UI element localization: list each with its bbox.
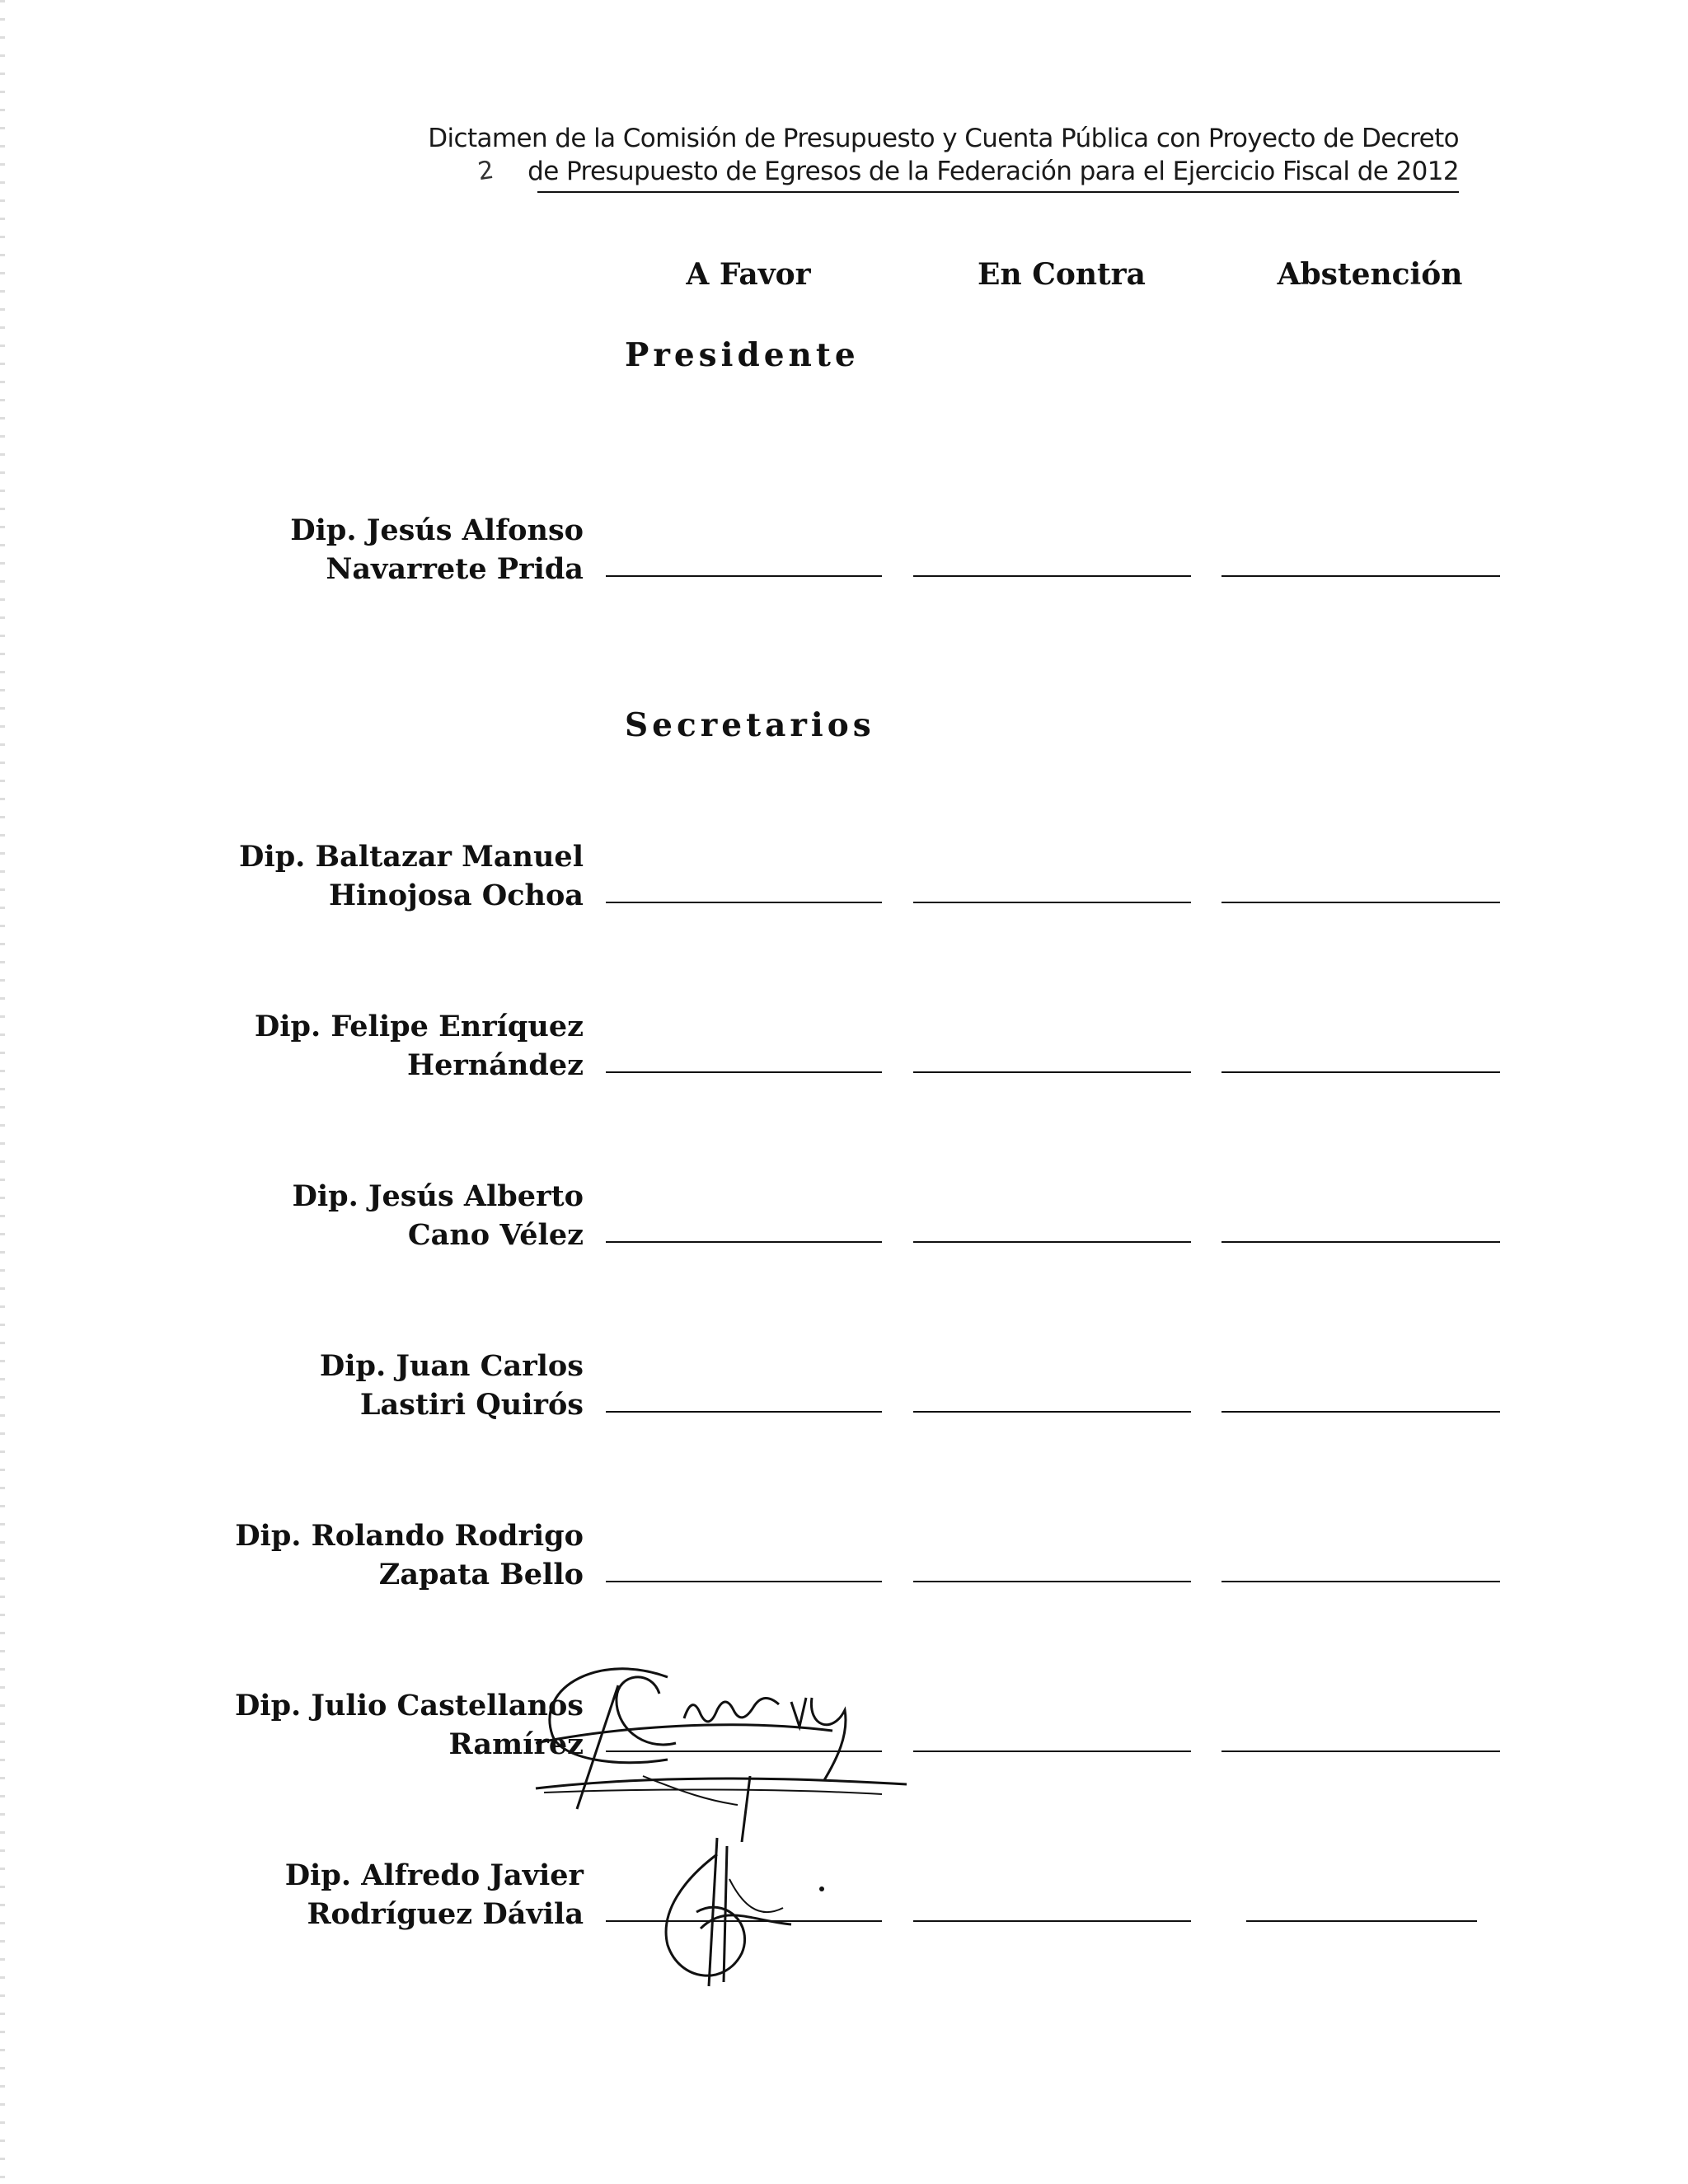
vote-line-favor[interactable]: [606, 575, 882, 577]
vote-line-abstencion[interactable]: [1221, 1411, 1500, 1413]
member-row-zapata-bello: [0, 1516, 584, 1615]
document-header-line-2: de Presupuesto de Egresos de la Federación para el Ejercicio Fiscal de 2012: [528, 157, 1459, 186]
vote-line-abstencion[interactable]: [1221, 1071, 1500, 1073]
member-row-navarrete-prida: [0, 511, 584, 610]
vote-line-contra[interactable]: [913, 902, 1191, 903]
vote-line-favor[interactable]: [606, 1241, 882, 1243]
section-title-presidente: Presidente: [625, 336, 860, 374]
vote-line-contra[interactable]: [913, 1411, 1191, 1413]
vote-line-contra[interactable]: [913, 1750, 1191, 1752]
vote-line-abstencion[interactable]: [1221, 1581, 1500, 1582]
member-name: Dip. Felipe Enríquez Hernández: [254, 1010, 584, 1082]
member-name: Dip. Jesús Alberto Cano Vélez: [292, 1179, 584, 1252]
member-name: Dip. Rolando Rodrigo Zapata Bello: [235, 1519, 584, 1591]
handwritten-page-number: 2: [476, 155, 496, 187]
section-title-secretarios: Secretarios: [625, 706, 875, 744]
vote-line-contra[interactable]: [913, 1241, 1191, 1243]
vote-line-favor[interactable]: [606, 1920, 882, 1922]
member-row-lastiri-quiros: [0, 1347, 584, 1446]
column-header-abstencion: Abstención: [1277, 257, 1463, 292]
vote-line-favor[interactable]: [606, 1581, 882, 1582]
signature-rodriguez-davila: [651, 1830, 841, 1994]
vote-line-abstencion[interactable]: [1246, 1920, 1477, 1922]
vote-line-abstencion[interactable]: [1221, 902, 1500, 903]
member-name: Dip. Alfredo Javier Rodríguez Dávila: [284, 1858, 584, 1931]
member-name: Dip. Julio Castellanos Ramírez: [234, 1689, 584, 1761]
column-header-a-favor: A Favor: [686, 257, 811, 292]
column-header-en-contra: En Contra: [978, 257, 1146, 292]
vote-line-contra[interactable]: [913, 1071, 1191, 1073]
vote-line-contra[interactable]: [913, 1581, 1191, 1582]
member-row-rodriguez-davila: [0, 1856, 584, 1955]
vote-line-favor[interactable]: [606, 1071, 882, 1073]
member-row-hinojosa-ochoa: [0, 837, 584, 936]
member-row-castellanos-ramirez: [0, 1686, 584, 1785]
vote-line-favor[interactable]: [606, 1411, 882, 1413]
member-row-enriquez-hernandez: [0, 1007, 584, 1106]
vote-line-favor[interactable]: [606, 902, 882, 903]
vote-line-contra[interactable]: [913, 1920, 1191, 1922]
document-header-line-1: Dictamen de la Comisión de Presupuesto y Cuenta Pública con Proyecto de Decreto: [428, 124, 1459, 153]
member-name: Dip. Juan Carlos Lastiri Quirós: [319, 1349, 584, 1422]
vote-line-abstencion[interactable]: [1221, 1750, 1500, 1752]
vote-line-contra[interactable]: [913, 575, 1191, 577]
vote-line-abstencion[interactable]: [1221, 575, 1500, 577]
member-name: Dip. Baltazar Manuel Hinojosa Ochoa: [239, 840, 584, 912]
member-name: Dip. Jesús Alfonso Navarrete Prida: [290, 513, 584, 586]
vote-line-abstencion[interactable]: [1221, 1241, 1500, 1243]
vote-line-favor[interactable]: [606, 1750, 882, 1752]
member-row-cano-velez: [0, 1177, 584, 1276]
header-underline: [537, 191, 1459, 193]
